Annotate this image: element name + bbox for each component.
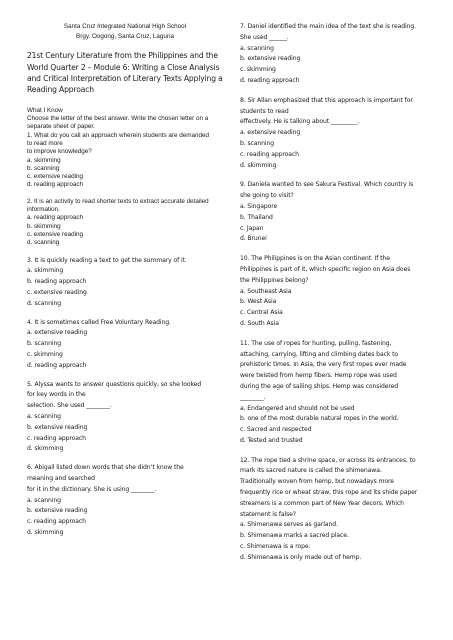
answer-option: d. reading approach xyxy=(240,76,300,84)
answer-option: b. extensive reading xyxy=(27,507,88,515)
right-column xyxy=(240,22,430,573)
question-text: were twisted from hemp fibers. Hemp rope was used xyxy=(240,372,397,380)
answer-option: c. reading approach xyxy=(27,518,86,526)
question-text: ________. xyxy=(240,393,266,401)
question-text: 7. Daniel identified the main idea of the text she is reading. xyxy=(240,23,416,30)
instructions xyxy=(27,107,223,132)
answer-option: c. reading approach xyxy=(240,150,299,158)
question-text: during the age of sailing ships. Hemp was considered xyxy=(240,382,399,390)
title-line: World Quarter 2 – Module 6: Writing a Close Analysis xyxy=(27,62,220,72)
question-text: 1. What do you call an approach wherein students are demanded xyxy=(27,131,210,139)
question-item xyxy=(27,463,223,539)
answer-option: b. reading approach xyxy=(27,278,87,286)
answer-option: c. reading approach xyxy=(27,434,86,442)
answer-option: a. scanning xyxy=(27,496,61,504)
question-text: 3. It is quickly reading a text to get the summary of it. xyxy=(27,256,187,264)
question-text: frequently rice or wheat straw, this rope and its shide paper xyxy=(240,489,418,497)
answer-option: d. skimming xyxy=(27,528,64,536)
question-text: 6. Abigail listed down words that she didn’t know the xyxy=(27,464,184,472)
instruction-text: separate sheet of paper. xyxy=(27,123,95,131)
question-text: information. xyxy=(27,206,60,214)
answer-option: d. reading approach xyxy=(27,361,87,369)
section-heading: What I Know xyxy=(27,106,63,114)
school-header xyxy=(27,22,223,41)
question-text: students to read xyxy=(240,107,289,115)
answer-option: b. scanning xyxy=(27,340,62,348)
question-text: streamers is a common part of New Year decors. Which xyxy=(240,499,404,507)
answer-option: b. one of the most durable natural ropes in the world. xyxy=(240,415,399,423)
school-name: Santa Cruz Integrated National High School xyxy=(63,23,187,30)
answer-option: c. extensive reading xyxy=(27,288,87,296)
answer-option: d. skimming xyxy=(240,161,277,169)
answer-option: a. scanning xyxy=(240,44,274,52)
answer-option: a. skimming xyxy=(27,267,64,275)
right-question-list xyxy=(240,22,430,564)
question-text: she going to visit? xyxy=(240,192,294,200)
answer-option: d. reading approach xyxy=(27,181,84,189)
answer-option: a. Shimenawa serves as garland. xyxy=(240,521,338,529)
answer-option: b. Shimenawa marks a sacred place. xyxy=(240,532,349,540)
answer-option: a. extensive reading xyxy=(27,329,88,337)
question-text: for it in the dictionary. She is using ________. xyxy=(27,485,157,493)
question-text: prehistoric times. In Asia, the very first ropes ever made xyxy=(240,361,407,369)
question-item xyxy=(27,318,223,372)
answer-option: a. scanning xyxy=(27,412,61,420)
question-item xyxy=(240,339,430,447)
question-text: selection. She used ________. xyxy=(27,402,112,410)
question-item xyxy=(27,380,223,456)
answer-option: a. Endangered and should not be used xyxy=(240,404,355,412)
title-line: Reading Approach xyxy=(27,85,94,95)
question-text: Philippines is part of it, which specific region on Asia does xyxy=(240,265,411,273)
instruction-text: Choose the letter of the best answer. Write the chosen letter on a xyxy=(27,115,209,123)
question-item xyxy=(240,96,430,172)
answer-option: a. reading approach xyxy=(27,214,84,222)
question-text: attaching, carrying, lifting and climbing dates back to xyxy=(240,350,399,358)
question-text: Traditionally woven from hemp, but nowadays more xyxy=(240,478,394,486)
answer-option: d. Tested and trusted xyxy=(240,436,303,444)
question-text: 8. Sir Allan emphasized that this approach is important for xyxy=(240,96,413,104)
question-text: for key words in the xyxy=(27,391,86,399)
answer-option: c. Central Asia xyxy=(240,309,283,317)
question-item xyxy=(240,22,430,87)
question-text: 11. The use of ropes for hunting, pulling, fastening, xyxy=(240,339,392,347)
question-text: 12. The rope tied a shrine space, or across its entrances, to xyxy=(240,456,416,464)
question-item xyxy=(240,180,430,245)
answer-option: d. skimming xyxy=(27,445,64,453)
question-text: to read more xyxy=(27,140,63,147)
answer-option: b. extensive reading xyxy=(240,55,301,63)
answer-option: c. skimming xyxy=(240,66,276,74)
answer-option: b. scanning xyxy=(27,164,60,172)
answer-option: c. Sacred and respected xyxy=(240,426,312,434)
question-text: the Philippines belong? xyxy=(240,276,309,284)
question-text: meaning and searched xyxy=(27,474,95,482)
left-question-list xyxy=(27,132,223,539)
question-text: 5. Alyssa wants to answer questions quickly, so she looked xyxy=(27,380,202,388)
left-column xyxy=(27,22,223,547)
answer-option: c. extensive reading xyxy=(27,230,84,238)
answer-option: b. scanning xyxy=(240,139,275,147)
question-item xyxy=(240,254,430,330)
question-text: 9. Daniela wanted to see Sakura Festival. Which country is xyxy=(240,181,414,189)
answer-option: c. Shimenawa is a rope. xyxy=(240,543,311,551)
module-title xyxy=(27,50,223,96)
answer-option: d. Brunei xyxy=(240,235,267,243)
school-address: Brgy. Oogong, Santa Cruz, Laguna xyxy=(76,32,174,40)
question-text: 10. The Philippines is on the Asian continent. If the xyxy=(240,255,390,263)
question-item xyxy=(27,256,223,310)
answer-option: c. Japan xyxy=(240,224,264,232)
answer-option: c. skimming xyxy=(27,350,63,358)
question-item xyxy=(27,132,223,190)
answer-option: d. Shimenawa is only made out of hemp. xyxy=(240,553,362,561)
answer-option: b. Thailand xyxy=(240,213,273,221)
answer-option: d. scanning xyxy=(27,239,60,247)
answer-option: a. Southeast Asia xyxy=(240,287,292,295)
title-line: 21st Century Literature from the Philippines and the xyxy=(27,51,218,61)
answer-option: d. South Asia xyxy=(240,319,279,327)
answer-option: a. extensive reading xyxy=(240,129,301,137)
question-text: effectively. He is talking about _________. xyxy=(240,118,360,126)
question-text: mark its sacred nature is called the shimenawa. xyxy=(240,467,382,475)
answer-option: c. extensive reading xyxy=(27,173,84,181)
question-text: to improve knowledge? xyxy=(27,148,92,156)
question-text: 4. It is sometimes called Free Voluntary Reading. xyxy=(27,318,171,326)
title-line: and Critical Interpretation of Literary Texts Applying a xyxy=(27,74,223,83)
answer-option: a. Singapore xyxy=(240,202,278,210)
question-text: 2. It is an activity to read shorter texts to extract accurate detailed xyxy=(27,197,209,205)
answer-option: b. skimming xyxy=(27,222,61,230)
answer-option: d. scanning xyxy=(27,299,62,307)
question-item xyxy=(27,198,223,248)
question-item xyxy=(240,456,430,564)
question-text: statement is false? xyxy=(240,510,296,518)
answer-option: b. extensive reading xyxy=(27,423,88,431)
answer-option: b. West Asia xyxy=(240,298,277,306)
answer-option: a. skimming xyxy=(27,156,61,164)
question-text: She used ______. xyxy=(240,33,289,41)
